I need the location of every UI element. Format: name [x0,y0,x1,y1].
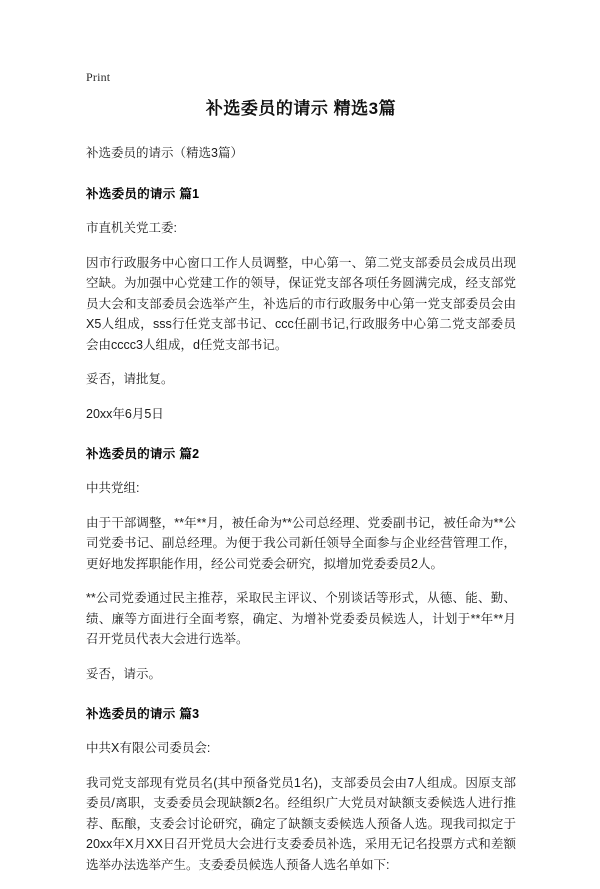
section-3-paragraph-1: 中共X有限公司委员会: [86,741,211,755]
print-link[interactable]: Print [86,70,111,84]
section-1-paragraph-3: 妥否，请批复。 [86,372,174,386]
section-1-paragraph-1: 市直机关党工委: [86,221,177,235]
article-body [86,96,516,889]
section-heading-1: 补选委员的请示 篇1 [86,187,200,201]
section-2-paragraph-2: 由于干部调整，**年**月，被任命为**公司总经理、党委副书记，被任命为**公司党委书记、副总经理。为便于我公司新任领导全面参与企业经营管理工作，更好地发挥职能作用，经公司党委会研究，拟增加党委委员2人。 [86,515,516,571]
section-2-paragraph-4: 妥否，请示。 [86,666,162,681]
section-2-paragraph-3: **公司党委通过民主推荐，采取民主评议、个别谈话等形式，从德、能、勤、绩、廉等方面进行全面考察，确定、为增补党委委员候选人，计划于**年**月召开党员代表大会进行选举。 [86,591,516,646]
print-toolbar [86,68,110,86]
section-1-paragraph-2: 因市行政服务中心窗口工作人员调整，中心第一、第二党支部委员会成员出现空缺。为加强中心党建工作的领导，保证党支部各项任务圆满完成，经支部党员大会和支部委员会选举产生，补选后的市行政服务中心第一党支部委员会由X5人组成，sss行任党支部书记、ccc任副书记,行政服务中心第二党支部委员会由cccc3人组成，d任党支部书记。 [86,255,516,352]
section-1-date: 20xx年6月5日 [86,406,164,421]
section-3-paragraph-2: 我司党支部现有党员名(其中预备党员1名)，支部委员会由7人组成。因原支部委员/离职，支委委员会现缺额2名。经组织广大党员对缺额支委候选人进行推荐、酝酿，支委会讨论研究，确定了缺额支委候选人预备人选。现我司拟定于20xx年X月XX日召开党员大会进行支委委员补选，采用无记名投票方式和差额选举办法选举产生。支委委员候选人预备人选名单如下: [86,775,516,872]
section-heading-2: 补选委员的请示 篇2 [86,447,200,461]
section-heading-3: 补选委员的请示 篇3 [86,707,200,721]
section-2-paragraph-1: 中共党组: [86,481,140,495]
document-subtitle: 补选委员的请示（精选3篇） [86,146,243,160]
page-title: 补选委员的请示 精选3篇 [205,99,397,118]
